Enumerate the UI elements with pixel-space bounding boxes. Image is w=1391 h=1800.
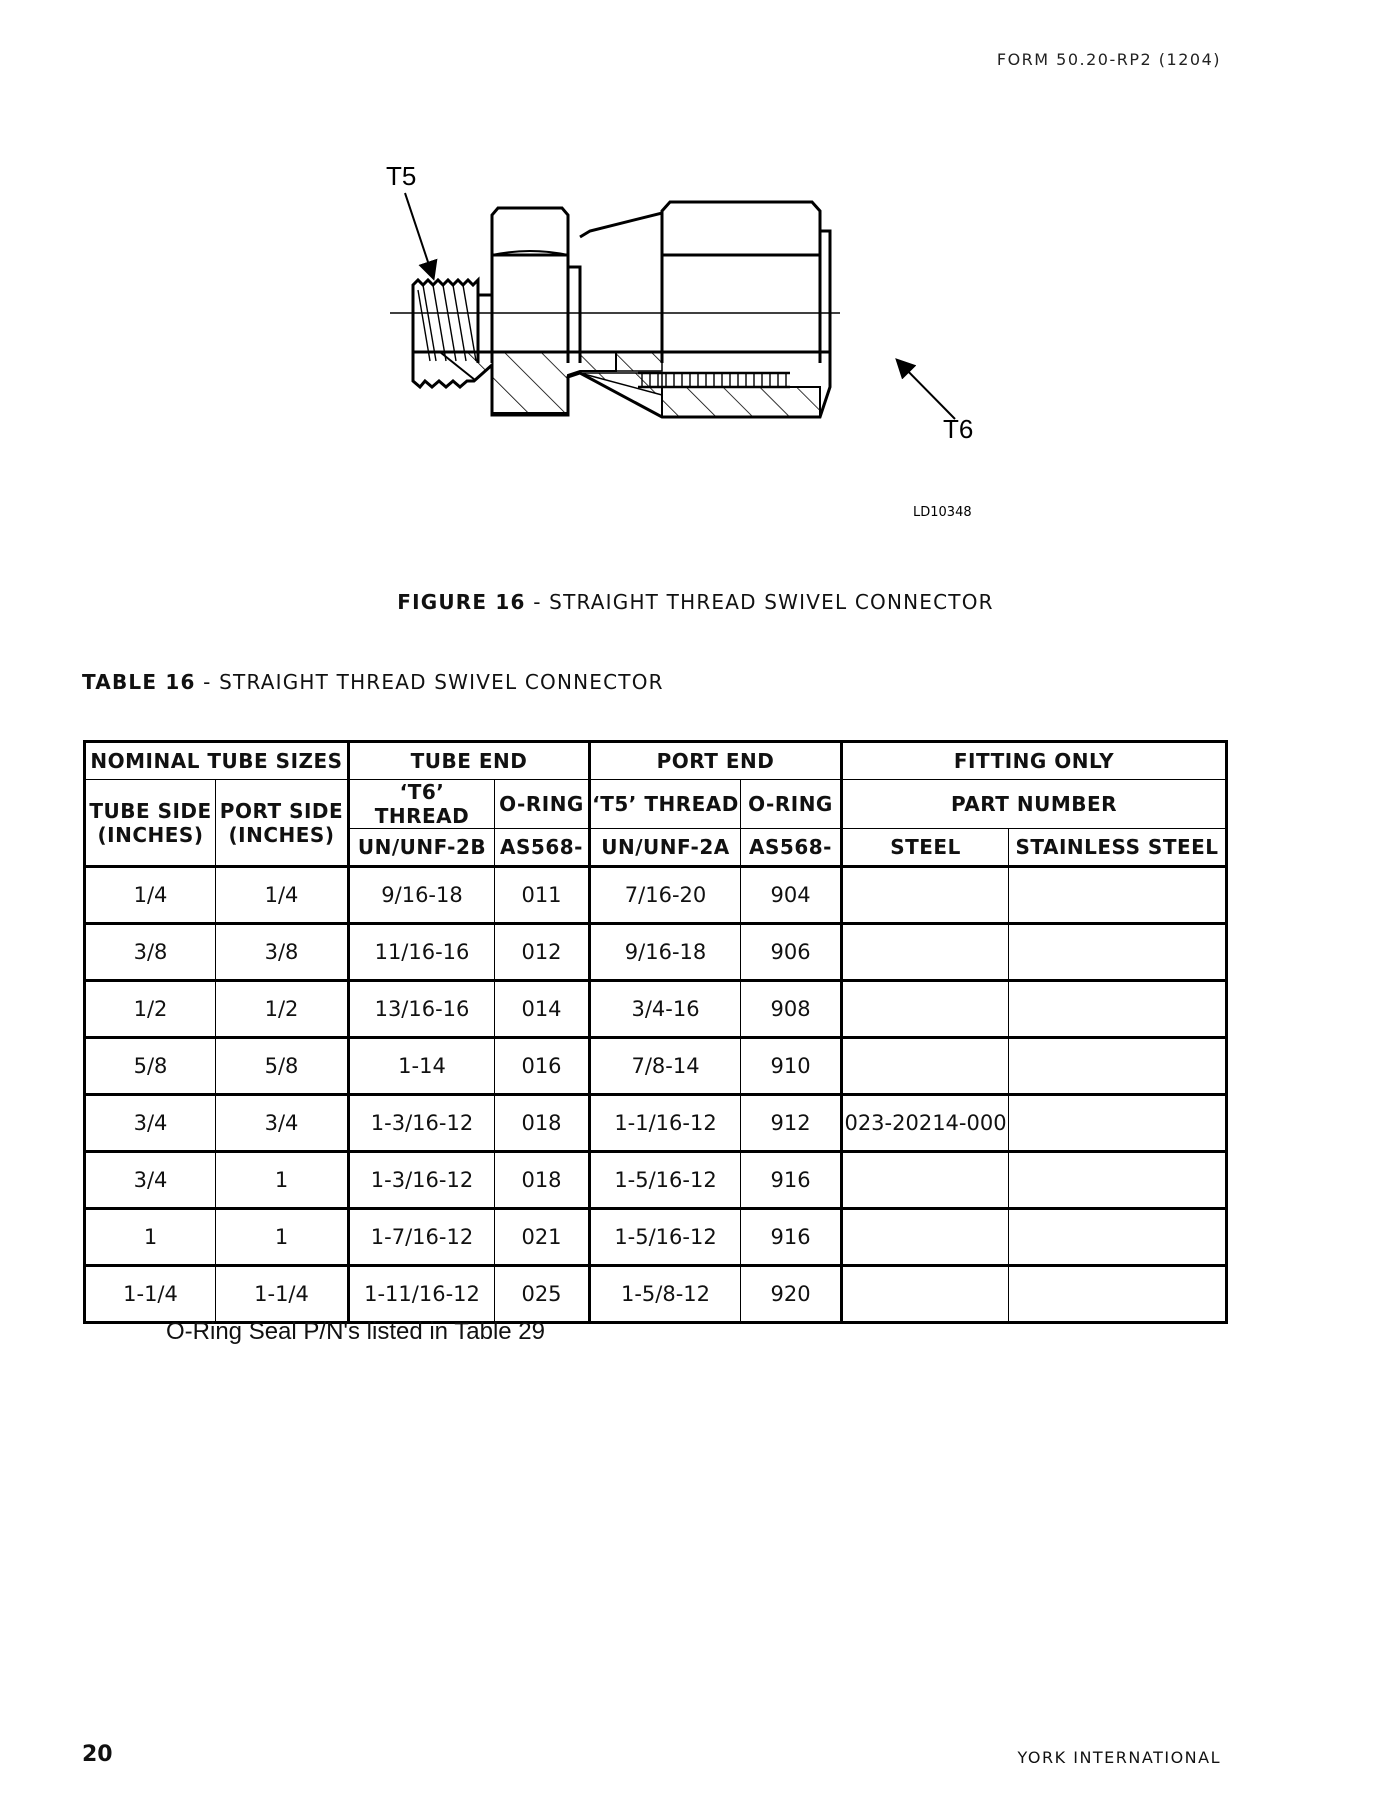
table-cell: 014 bbox=[495, 981, 590, 1038]
header-tube-side-line1: TUBE SIDE bbox=[89, 798, 212, 823]
table-row bbox=[85, 867, 1227, 924]
table-cell: 1 bbox=[85, 1209, 216, 1266]
table-cell bbox=[1009, 1095, 1227, 1152]
table-cell bbox=[1009, 924, 1227, 981]
table-cell bbox=[842, 1266, 1009, 1323]
table-cell: 1-1/16-12 bbox=[590, 1095, 741, 1152]
table-title-label: TABLE 16 bbox=[82, 670, 196, 694]
table-cell: 025 bbox=[495, 1266, 590, 1323]
connector-spec-table bbox=[83, 740, 1228, 1324]
table-cell: 3/8 bbox=[85, 924, 216, 981]
header-tube-end: TUBE END bbox=[349, 742, 590, 780]
header-unf-2a: UN/UNF-2A bbox=[590, 829, 741, 867]
table-cell bbox=[842, 981, 1009, 1038]
table-cell: 1-3/16-12 bbox=[349, 1152, 495, 1209]
table-row bbox=[85, 981, 1227, 1038]
table-row bbox=[85, 1152, 1227, 1209]
company-footer: YORK INTERNATIONAL bbox=[1017, 1748, 1221, 1767]
table-cell: 3/8 bbox=[216, 924, 349, 981]
table-cell bbox=[842, 867, 1009, 924]
page-number: 20 bbox=[82, 1742, 113, 1767]
header-fitting-only: FITTING ONLY bbox=[842, 742, 1227, 780]
table-row bbox=[85, 1266, 1227, 1323]
table-cell bbox=[842, 1209, 1009, 1266]
table-cell bbox=[1009, 1209, 1227, 1266]
table-row bbox=[85, 1038, 1227, 1095]
label-t5: T5 bbox=[386, 161, 417, 191]
header-t5-thread: ‘T5’ THREAD bbox=[590, 780, 741, 829]
table-cell bbox=[842, 1152, 1009, 1209]
figure-caption-label: FIGURE 16 bbox=[397, 590, 526, 614]
section-hatch-nut bbox=[662, 387, 820, 417]
table-cell: 1-1/4 bbox=[216, 1266, 349, 1323]
table-cell: 1-1/4 bbox=[85, 1266, 216, 1323]
table-cell: 016 bbox=[495, 1038, 590, 1095]
table-cell: 920 bbox=[741, 1266, 842, 1323]
swivel-connector-drawing bbox=[380, 155, 1000, 535]
table-cell: 1 bbox=[216, 1152, 349, 1209]
table-cell: 9/16-18 bbox=[349, 867, 495, 924]
header-port-side-line1: PORT SIDE bbox=[219, 798, 344, 823]
table-cell: 3/4 bbox=[85, 1095, 216, 1152]
table-cell: 1-5/16-12 bbox=[590, 1152, 741, 1209]
table-cell bbox=[842, 1038, 1009, 1095]
table-cell: 1/4 bbox=[216, 867, 349, 924]
table-cell: 1-7/16-12 bbox=[349, 1209, 495, 1266]
section-hatch-mid bbox=[616, 352, 662, 371]
table-cell: 018 bbox=[495, 1152, 590, 1209]
header-as568-port: AS568- bbox=[741, 829, 842, 867]
table-row bbox=[85, 924, 1227, 981]
connector-outline bbox=[390, 202, 840, 417]
table-cell bbox=[1009, 1152, 1227, 1209]
header-steel: STEEL bbox=[842, 829, 1009, 867]
table-body bbox=[85, 867, 1227, 1323]
header-port-side-line2: (INCHES) bbox=[228, 822, 335, 847]
header-unf-2b: UN/UNF-2B bbox=[349, 829, 495, 867]
table-cell: 1-3/16-12 bbox=[349, 1095, 495, 1152]
figure-caption-text: - STRAIGHT THREAD SWIVEL CONNECTOR bbox=[525, 590, 994, 614]
header-t6-thread: ‘T6’ THREAD bbox=[349, 780, 495, 829]
table-cell: 018 bbox=[495, 1095, 590, 1152]
header-oring-tube: O-RING bbox=[495, 780, 590, 829]
table-cell: 1/4 bbox=[85, 867, 216, 924]
table-cell: 5/8 bbox=[85, 1038, 216, 1095]
table-cell bbox=[1009, 1266, 1227, 1323]
table-title-text: - STRAIGHT THREAD SWIVEL CONNECTOR bbox=[195, 670, 664, 694]
drawing-id: LD10348 bbox=[913, 505, 972, 520]
table-cell: 9/16-18 bbox=[590, 924, 741, 981]
table-cell: 910 bbox=[741, 1038, 842, 1095]
table-cell: 1/2 bbox=[85, 981, 216, 1038]
t6-arrow bbox=[898, 361, 955, 419]
form-number: FORM 50.20-RP2 (1204) bbox=[996, 50, 1221, 69]
table-cell: 5/8 bbox=[216, 1038, 349, 1095]
table-cell: 906 bbox=[741, 924, 842, 981]
table-cell: 3/4-16 bbox=[590, 981, 741, 1038]
figure-caption bbox=[0, 590, 1391, 614]
label-t6: T6 bbox=[943, 414, 974, 444]
table-cell bbox=[842, 924, 1009, 981]
connector-figure bbox=[380, 155, 1000, 535]
table-cell bbox=[1009, 867, 1227, 924]
header-port-end: PORT END bbox=[590, 742, 842, 780]
header-tube-side bbox=[85, 780, 216, 867]
table-cell: 904 bbox=[741, 867, 842, 924]
table-cell bbox=[1009, 1038, 1227, 1095]
table-cell: 916 bbox=[741, 1209, 842, 1266]
table-cell: 1 bbox=[216, 1209, 349, 1266]
table-cell bbox=[1009, 981, 1227, 1038]
table-cell: 7/8-14 bbox=[590, 1038, 741, 1095]
table-cell: 023-20214-000 bbox=[842, 1095, 1009, 1152]
table-cell: 1/2 bbox=[216, 981, 349, 1038]
table-row bbox=[85, 1209, 1227, 1266]
table-row bbox=[85, 1095, 1227, 1152]
table-cell: 908 bbox=[741, 981, 842, 1038]
header-nominal-tube-sizes: NOMINAL TUBE SIZES bbox=[85, 742, 349, 780]
t5-arrow bbox=[405, 193, 433, 277]
table-cell: 11/16-16 bbox=[349, 924, 495, 981]
table-cell: 1-11/16-12 bbox=[349, 1266, 495, 1323]
table-title bbox=[82, 670, 664, 694]
table-cell: 011 bbox=[495, 867, 590, 924]
table-cell: 1-14 bbox=[349, 1038, 495, 1095]
header-tube-side-line2: (INCHES) bbox=[97, 822, 204, 847]
table-cell: 012 bbox=[495, 924, 590, 981]
table-cell: 3/4 bbox=[216, 1095, 349, 1152]
header-port-side bbox=[216, 780, 349, 867]
header-part-number: PART NUMBER bbox=[842, 780, 1227, 829]
header-as568-tube: AS568- bbox=[495, 829, 590, 867]
table-cell: 021 bbox=[495, 1209, 590, 1266]
table-cell: 916 bbox=[741, 1152, 842, 1209]
table-cell: 912 bbox=[741, 1095, 842, 1152]
table-cell: 1-5/8-12 bbox=[590, 1266, 741, 1323]
table-cell: 13/16-16 bbox=[349, 981, 495, 1038]
table-cell: 3/4 bbox=[85, 1152, 216, 1209]
header-oring-port: O-RING bbox=[741, 780, 842, 829]
table-cell: 7/16-20 bbox=[590, 867, 741, 924]
table-cell: 1-5/16-12 bbox=[590, 1209, 741, 1266]
header-stainless-steel: STAINLESS STEEL bbox=[1009, 829, 1227, 867]
oring-note: O-Ring Seal P/N's listed in Table 29 bbox=[166, 1318, 545, 1345]
